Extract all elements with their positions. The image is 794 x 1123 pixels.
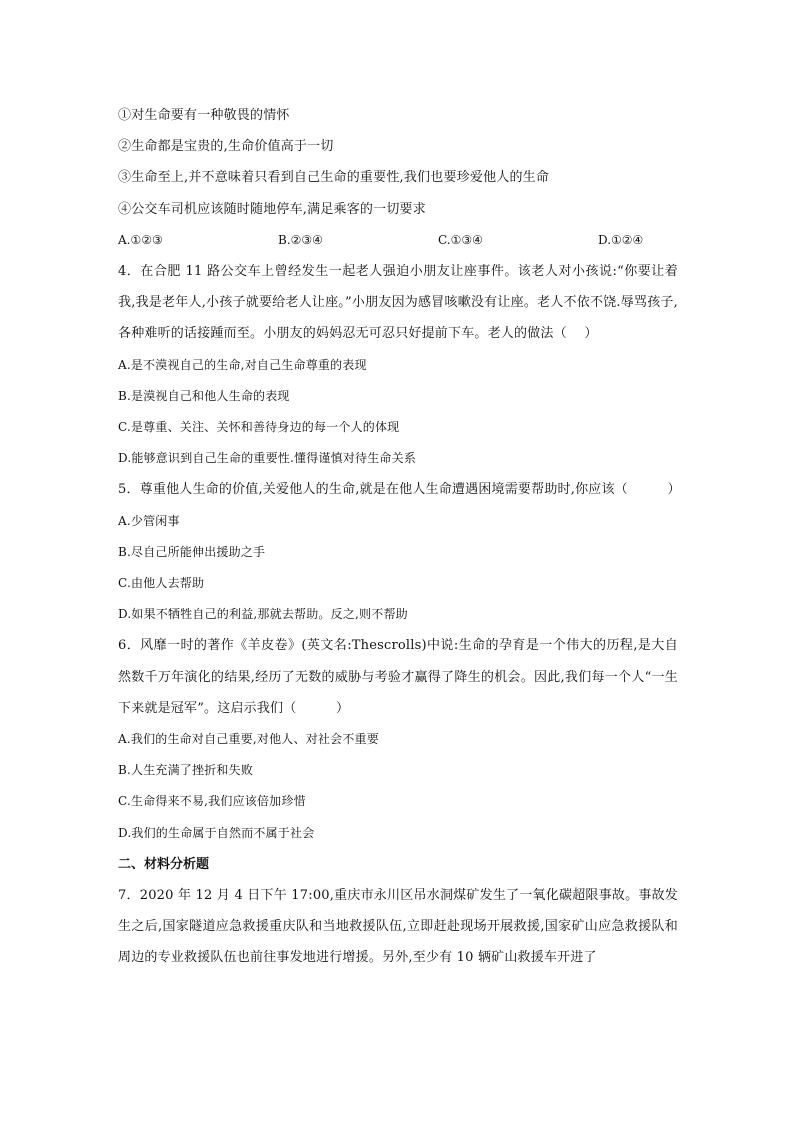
statement-2: ②生命都是宝贵的,生命价值高于一切 bbox=[118, 139, 334, 155]
q3-option-c: C.①③④ bbox=[438, 232, 483, 247]
q4-option-a: A.是不漠视自己的生命,对自己生命尊重的表现 bbox=[118, 357, 367, 372]
question-6 bbox=[118, 630, 678, 848]
q5-option-b: B.尽自己所能伸出援助之手 bbox=[118, 544, 266, 559]
q4-option-d: D.能够意识到自己生命的重要性.懂得谨慎对待生命关系 bbox=[118, 451, 417, 466]
q4-option-c: C.是尊重、关注、关怀和善待身边的每一个人的体现 bbox=[118, 420, 400, 435]
q3-option-a: A.①②③ bbox=[118, 232, 163, 247]
q5-option-d: D.如果不牺牲自己的利益,那就去帮助。反之,则不帮助 bbox=[118, 607, 408, 622]
q6-option-b: B.人生充满了挫折和失败 bbox=[118, 763, 254, 778]
q4-stem: 4．在合肥 11 路公交车上曾经发生一起老人强迫小朋友让座事件。该老人对小孩说:“你要让着我,我是老年人,小孩子就要给老人让座。”小朋友因为感冒咳嗽没有让座。老人不依不饶.辱骂孩子,各种难听的话接踵而至。小朋友的妈妈忍无可忍只好提前下车。老人的做法（ ） bbox=[118, 264, 678, 342]
q6-stem: 6．风靡一时的著作《羊皮卷》(英文名:Thescrolls)中说:生命的孕育是一个伟大的历程,是大自然数千万年演化的结果,经历了无数的威胁与考验才赢得了降生的机会。因此,我们每一个人“一生下来就是冠军”。这启示我们（ ） bbox=[118, 638, 678, 716]
q3-option-b: B.②③④ bbox=[278, 232, 323, 247]
q6-option-a: A.我们的生命对自己重要,对他人、对社会不重要 bbox=[118, 732, 379, 747]
q5-stem: 5．尊重他人生命的价值,关爱他人的生命,就是在他人生命遭遇困境需要帮助时,你应该（ ） bbox=[118, 482, 681, 498]
q6-option-c: C.生命得来不易,我们应该倍加珍惜 bbox=[118, 794, 306, 809]
q3-statements bbox=[118, 100, 678, 225]
question-7 bbox=[118, 880, 678, 974]
document-page bbox=[118, 100, 681, 974]
q5-option-a: A.少管闲事 bbox=[118, 513, 180, 528]
section-title: 二、材料分析题 bbox=[118, 856, 210, 872]
q5-option-c: C.由他人去帮助 bbox=[118, 576, 205, 591]
q3-option-d: D.①②④ bbox=[598, 232, 644, 247]
question-4 bbox=[118, 256, 678, 474]
q3-options bbox=[118, 225, 678, 256]
q6-option-d: D.我们的生命属于自然而不属于社会 bbox=[118, 825, 315, 840]
question-5 bbox=[118, 474, 681, 630]
statement-4: ④公交车司机应该随时随地停车,满足乘客的一切要求 bbox=[118, 201, 426, 217]
statement-1: ①对生命要有一种敬畏的情怀 bbox=[118, 108, 290, 123]
q7-stem: 7．2020 年 12 月 4 日下午 17:00,重庆市永川区吊水洞煤矿发生了一氧化碳超限事故。事故发生之后,国家隧道应急救援重庆队和当地救援队伍,立即赶赴现场开展救援,国家矿山应急救援队和周边的专业救援队伍也前往事发地进行增援。另外,至少有 10 辆矿山救援车开进了 bbox=[118, 888, 678, 966]
q4-option-b: B.是漠视自己和他人生命的表现 bbox=[118, 388, 290, 403]
statement-3: ③生命至上,并不意味着只看到自己生命的重要性,我们也要珍爱他人的生命 bbox=[118, 170, 550, 186]
